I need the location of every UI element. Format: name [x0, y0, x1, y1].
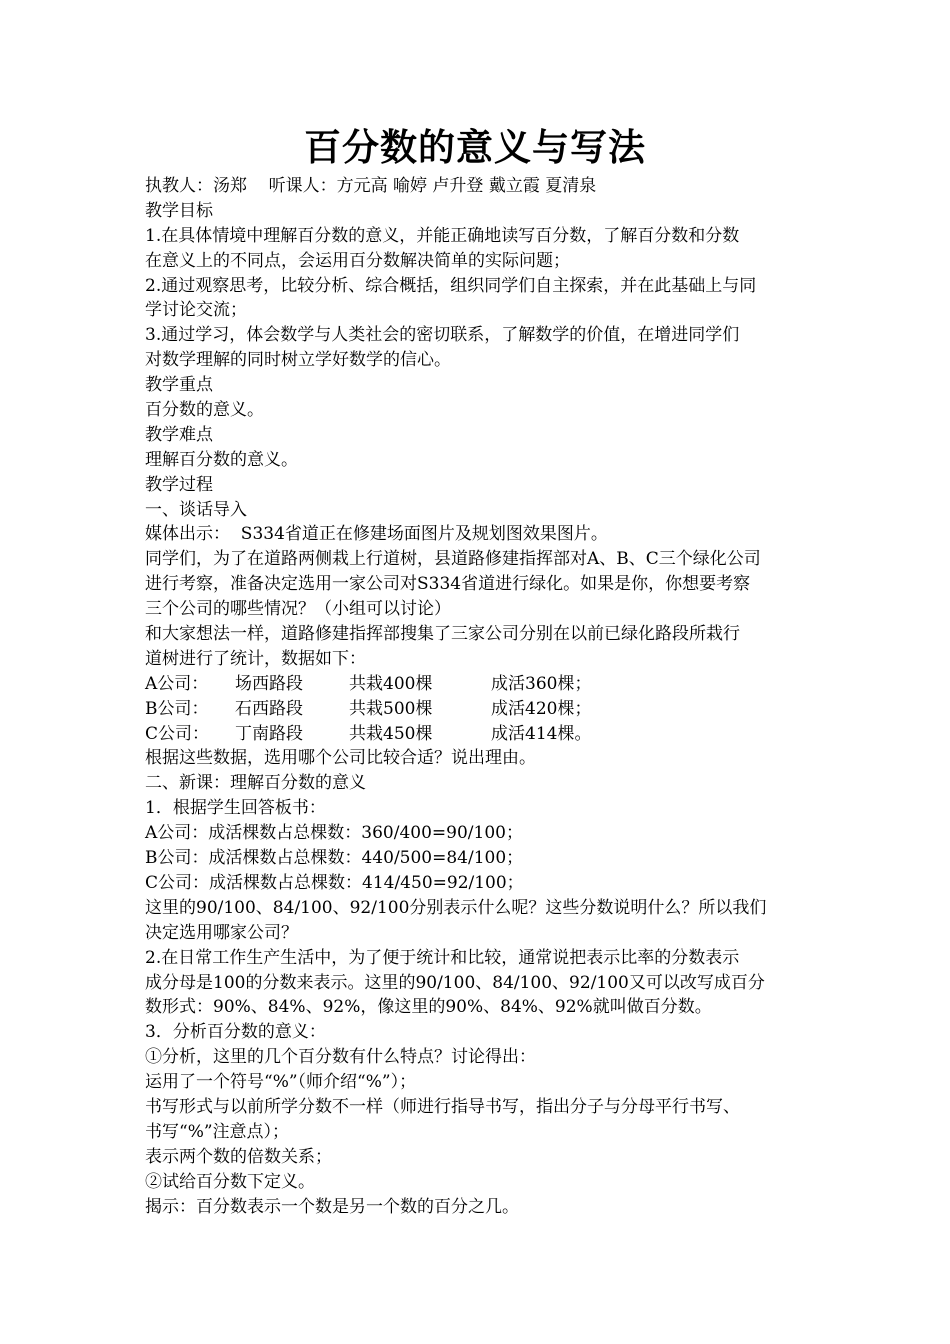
document-title: 百分数的意义与写法: [304, 126, 646, 169]
text-line: 教学目标: [145, 200, 213, 221]
text-line: 书写形式与以前所学分数不一样（师进行指导书写，指出分子与分母平行书写、: [145, 1096, 740, 1117]
text-line: 3．分析百分数的意义：: [145, 1022, 326, 1043]
text-line: A公司：成活棵数占总棵数：360/400=90/100；: [145, 823, 523, 844]
text-line: 对数学理解的同时树立学好数学的信心。: [145, 350, 451, 371]
text-line: 2.通过观察思考，比较分析、综合概括，组织同学们自主探索，并在此基础上与同: [145, 275, 757, 296]
text-line: 一、谈话导入: [145, 499, 247, 520]
trees-planted: 共栽450棵: [349, 723, 433, 744]
text-line: 在意义上的不同点，会运用百分数解决简单的实际问题；: [145, 250, 570, 271]
text-line: 成分母是100的分数来表示。这里的90/100、84/100、92/100又可以改写成百分: [145, 972, 765, 993]
text-line: 揭示：百分数表示一个数是另一个数的百分之几。: [145, 1196, 519, 1217]
road-segment: 场西路段: [235, 673, 303, 694]
text-line: 媒体出示： S334省道正在修建场面图片及规划图效果图片。: [145, 524, 608, 545]
text-line: 三个公司的哪些情况？（小组可以讨论）: [145, 599, 451, 620]
text-line: 这里的90/100、84/100、92/100分别表示什么呢？这些分数说明什么？所以我们: [145, 897, 767, 918]
text-line: 1．根据学生回答板书：: [145, 798, 326, 819]
text-line: B公司：成活棵数占总棵数：440/500=84/100；: [145, 848, 524, 869]
company-row: [145, 672, 813, 697]
trees-planted: 共栽500棵: [349, 698, 433, 719]
trees-survived: 成活414棵。: [491, 723, 592, 744]
text-line: 进行考察，准备决定选用一家公司对S334省道进行绿化。如果是你，你想要考察: [145, 574, 751, 595]
text-line: 决定选用哪家公司？: [145, 922, 298, 943]
document-body: [145, 174, 813, 1219]
company-name: A公司：: [145, 673, 209, 694]
text-line: 执教人：汤郑 听课人：方元高 喻婷 卢升登 戴立霞 夏清泉: [145, 176, 597, 196]
text-line: 数形式：90%、84%、92%，像这里的90%、84%、92%就叫做百分数。: [145, 997, 712, 1018]
company-name: B公司：: [145, 698, 209, 719]
text-line: 书写“%”注意点）；: [145, 1121, 290, 1142]
trees-survived: 成活420棵；: [491, 698, 592, 719]
text-line: 和大家想法一样，道路修建指挥部搜集了三家公司分别在以前已绿化路段所栽行: [145, 624, 740, 645]
company-row: [145, 722, 813, 747]
text-line: 二、新课：理解百分数的意义: [145, 773, 366, 794]
text-line: 教学重点: [145, 375, 213, 396]
text-line: 1.在具体情境中理解百分数的意义，并能正确地读写百分数，了解百分数和分数: [145, 225, 740, 246]
text-line: 教学过程: [145, 474, 213, 495]
text-line: ②试给百分数下定义。: [145, 1171, 315, 1192]
text-line: 教学难点: [145, 424, 213, 445]
text-line: 同学们，为了在道路两侧栽上行道树，县道路修建指挥部对A、B、C三个绿化公司: [145, 549, 761, 570]
text-line: 表示两个数的倍数关系；: [145, 1146, 332, 1167]
text-line: ①分析，这里的几个百分数有什么特点？讨论得出：: [145, 1047, 536, 1068]
company-name: C公司：: [145, 723, 210, 744]
company-data-table: [145, 672, 813, 747]
trees-survived: 成活360棵；: [491, 673, 592, 694]
text-line: 道树进行了统计，数据如下：: [145, 648, 366, 669]
text-line: C公司：成活棵数占总棵数：414/450=92/100；: [145, 872, 524, 893]
text-line: 百分数的意义。: [145, 400, 264, 421]
text-line: 3.通过学习，体会数学与人类社会的密切联系，了解数学的价值，在增进同学们: [145, 325, 740, 346]
text-line: 理解百分数的意义。: [145, 449, 298, 470]
text-line: 运用了一个符号“%”（师介绍“%”）；: [145, 1072, 417, 1093]
road-segment: 丁南路段: [235, 723, 303, 744]
new-lesson-section: [145, 746, 813, 1219]
text-line: 根据这些数据，选用哪个公司比较合适？说出理由。: [145, 748, 536, 769]
text-line: 2.在日常工作生产生活中，为了便于统计和比较，通常说把表示比率的分数表示: [145, 947, 740, 968]
company-row: [145, 697, 813, 722]
text-line: 学讨论交流；: [145, 300, 247, 321]
road-segment: 石西路段: [235, 698, 303, 719]
intro-section: [145, 174, 813, 672]
trees-planted: 共栽400棵: [349, 673, 433, 694]
